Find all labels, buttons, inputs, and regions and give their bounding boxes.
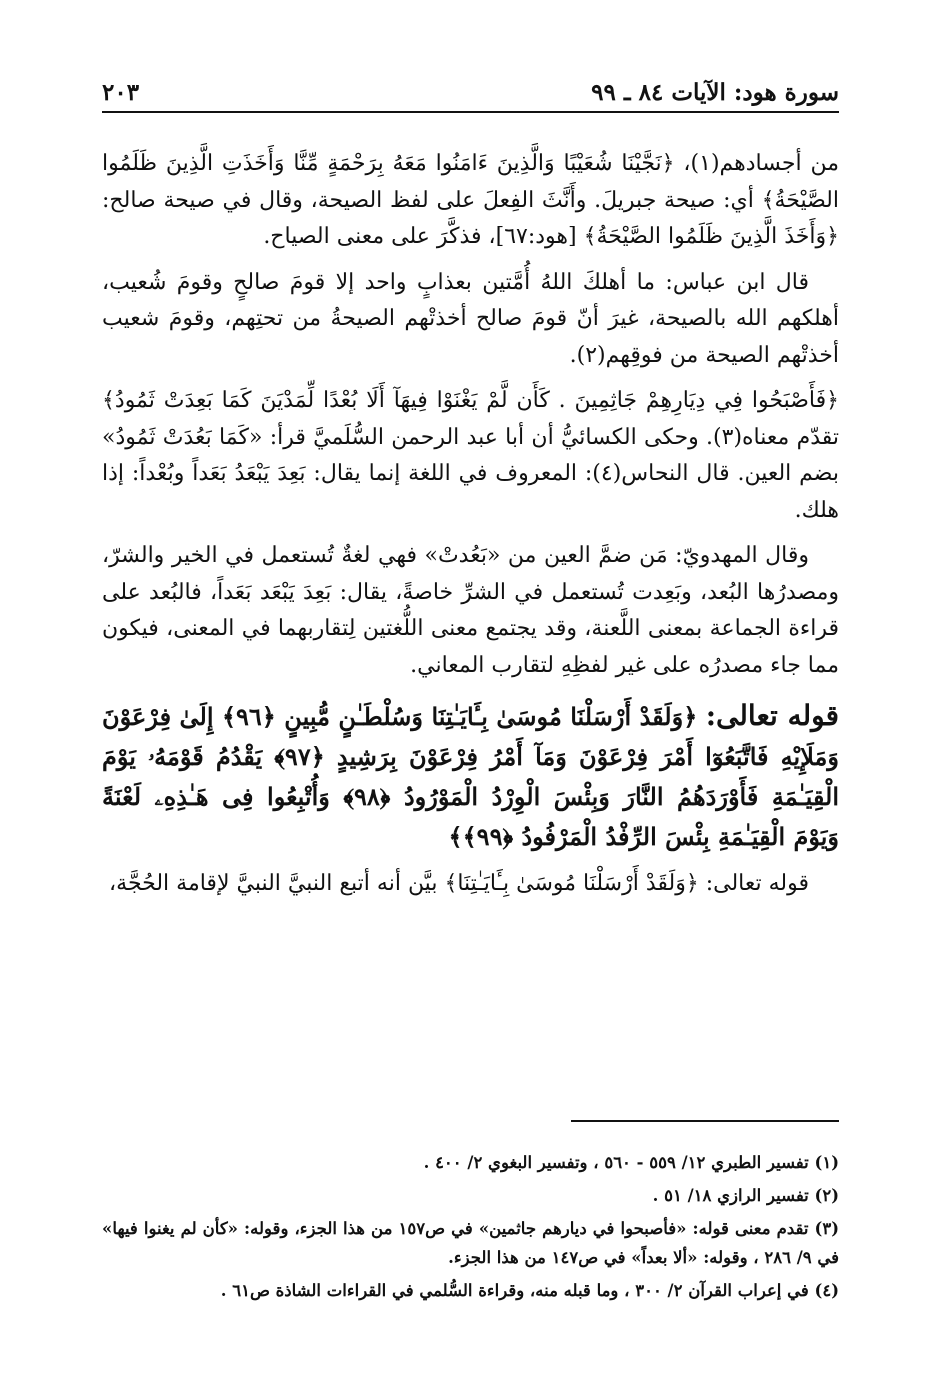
- paragraph: قال ابن عباس: ما أهلكَ اللهُ أُمَّتين بعذابٍ واحد إلا قومَ صالحٍ وقومَ شُعيب، أهلكهم الله بالصيحة، غيرَ أنّ قومَ صالح أخذتْهم الصيحةُ من تحتِهم، وقومَ شعيب أخذتْهم الصيحة من فوقِهم(٢).: [102, 269, 839, 368]
- footnote: (٤) في إعراب القرآن ٢/ ٣٠٠ ، وما قبله منه، وقراءة السُّلمي في القراءات الشاذة ص٦١ .: [220, 1281, 839, 1300]
- page-header: [102, 66, 839, 106]
- paragraph: وقال المهدويّ: مَن ضمَّ العين من «بَعُدتْ» فهي لغةٌ تُستعمل في الخير والشرّ، ومصدرُها البُعد، وبَعِدت تُستعمل في الشرِّ خاصةً، يقال: بَعِدَ يَبْعَد بَعَداً، فالبُعد على قراءة الجماعة بمعنى اللَّعنة، وقد يجتمع معنى اللُّغتين لِتقاربهما في المعنى، فيكون مما جاء مصدرُه على غير لفظِهِ لتقارب المعاني.: [102, 543, 839, 678]
- footnote: (١) تفسير الطبري ١٢/ ٥٥٩ - ٥٦٠ ، وتفسير البغوي ٢/ ٤٠٠ .: [423, 1153, 839, 1172]
- closing-paragraph: قوله تعالى: ﴿وَلَقَدْ أَرْسَلْنَا مُوسَىٰ بِـَٔايَـٰتِنَا﴾ بيَّن أنه أتبع النبيَّ النبيَّ لإقامة الحُجَّة،: [109, 871, 809, 896]
- page-number: ٢٠٣: [102, 79, 140, 106]
- running-title: سورة هود: الآيات ٨٤ ـ ٩٩: [591, 79, 839, 106]
- paragraph: ﴿فَأَصْبَحُوا فِي دِيَارِهِمْ جَاثِمِينَ . كَأَن لَّمْ يَغْنَوْا فِيهَآ أَلَا بُعْدًا لِّمَدْيَنَ كَمَا بَعِدَتْ ثَمُودُ﴾ تقدّم معناه(٣). وحكى الكسائيُّ أن أبا عبد الرحمن السُّلَميَّ قرأ: «كَمَا بَعُدَتْ ثَمُودُ» بضم العين. قال النحاس(٤): المعروف في اللغة إنما يقال: بَعِدَ يَبْعَدُ بَعَداً وبُعْداً: إذا هلك.: [102, 388, 840, 523]
- quran-verse-block: [102, 696, 839, 857]
- footnote: (٢) تفسير الرازي ١٨/ ٥١ .: [652, 1186, 839, 1205]
- verse-text: ﴿وَلَقَدْ أَرْسَلْنَا مُوسَىٰ بِـَٔايَـٰتِنَا وَسُلْطَـٰنٍ مُّبِينٍ ﴿٩٦﴾ إِلَىٰ فِرْعَوْنَ وَمَلَإِيْهِ فَاتَّبَعُوٓا أَمْرَ فِرْعَوْنَ وَمَآ أَمْرُ فِرْعَوْنَ بِرَشِيدٍ ﴿٩٧﴾ يَقْدُمُ قَوْمَهُۥ يَوْمَ الْقِيَـٰمَةِ فَأَوْرَدَهُمُ النَّارَ وَبِئْسَ الْوِرْدُ الْمَوْرُودُ ﴿٩٨﴾ وَأُتْبِعُوا فِى هَـٰذِهِۦ لَعْنَةً وَيَوْمَ الْقِيَـٰمَةِ بِئْسَ الرِّفْدُ الْمَرْفُودُ ﴿٩٩﴾﴾: [102, 702, 839, 851]
- verse-lead: قوله تعالى:: [705, 699, 839, 732]
- header-rule: [102, 111, 839, 113]
- footnote: (٣) تقدم معنى قوله: «فأصبحوا في ديارهم جاثمين» في ص١٥٧ من هذا الجزء، وقوله: «كأن لم يغنوا فيها» في ٩/ ٢٨٦ ، وقوله: «ألا بعداً» في ص١٤٧ من هذا الجزء.: [102, 1219, 839, 1267]
- main-text: [102, 146, 839, 903]
- footnotes: [102, 1148, 839, 1305]
- paragraph: من أجسادهم(١)، ﴿نَجَّيْنَا شُعَيْبًا وَالَّذِينَ ءَامَنُوا مَعَهُ بِرَحْمَةٍ مِّنَّا وَأَخَذَتِ الَّذِينَ ظَلَمُوا الصَّيْحَةُ﴾ أي: صيحة جبريلَ. وأَنَّثَ الفِعلَ على لفظ الصيحة، وقال في صيحة صالح: ﴿وَأَخَذَ الَّذِينَ ظَلَمُوا الصَّيْحَةُ﴾ [هود:٦٧]، فذكَّرَ على معنى الصياح.: [102, 151, 839, 249]
- footnote-rule: [571, 1120, 839, 1122]
